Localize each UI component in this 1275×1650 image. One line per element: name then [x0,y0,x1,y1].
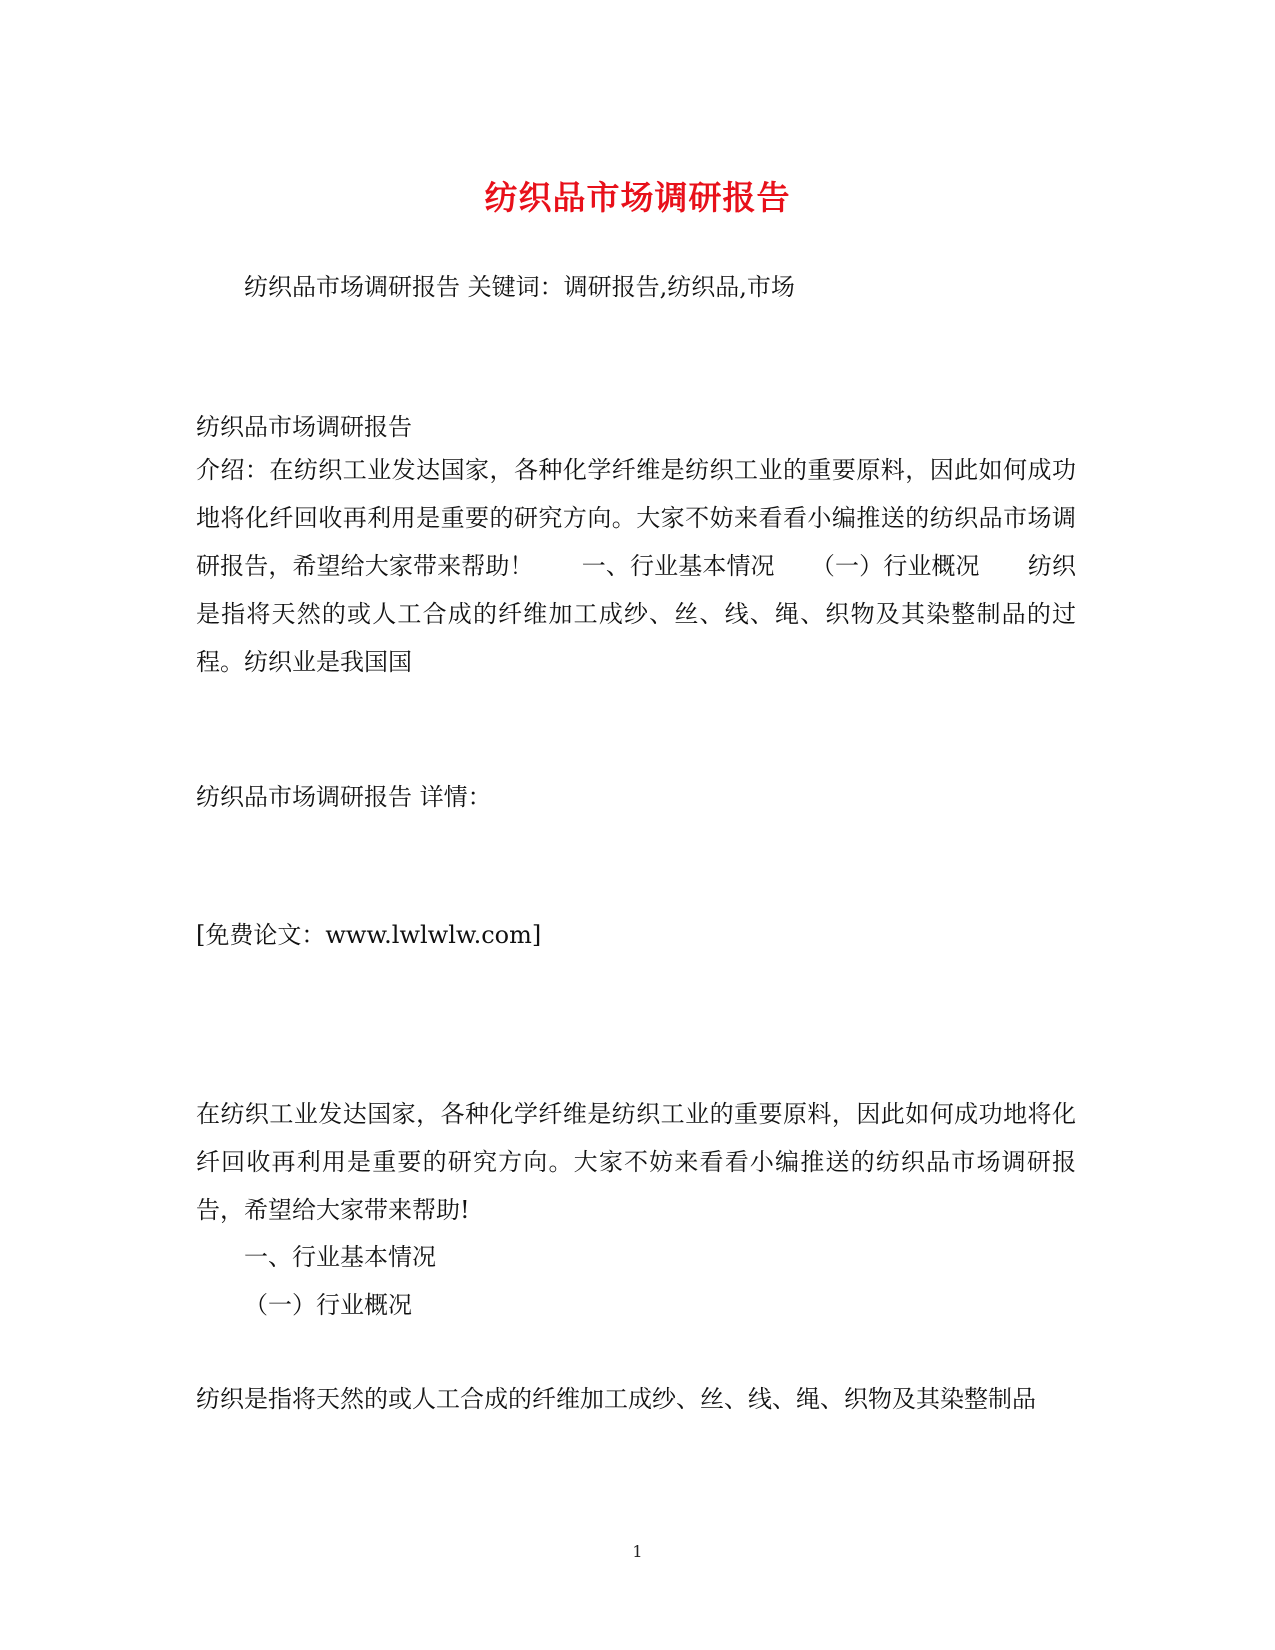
details-line: 纺织品市场调研报告 详情： [196,783,492,811]
section-heading: 一、行业基本情况 [244,1243,436,1271]
keywords-line: 纺织品市场调研报告 关键词：调研报告,纺织品,市场 [244,273,795,301]
body-paragraph: 在纺织工业发达国家，各种化学纤维是纺织工业的重要原料，因此如何成功地将化纤回收再利用是重要的研究方向。大家不妨来看看小编推送的纺织品市场调研报告，希望给大家带来帮助! [196,1100,1076,1224]
subsection-heading: （一）行业概况 [244,1291,412,1319]
document-title: 纺织品市场调研报告 [484,178,791,217]
summary-heading: 纺织品市场调研报告 [196,413,412,441]
last-paragraph: 纺织是指将天然的或人工合成的纤维加工成纱、丝、线、绳、织物及其染整制品 [196,1385,1036,1413]
page-number: 1 [632,1542,643,1561]
source-link-text: [免费论文：www.lwlwlw.com] [196,921,542,949]
summary-paragraph: 介绍：在纺织工业发达国家，各种化学纤维是纺织工业的重要原料，因此如何成功地将化纤回收再利用是重要的研究方向。大家不妨来看看小编推送的纺织品市场调研报告，希望给大家带来帮助！ 一、行业基本情况 （一）行业概况 纺织是指将天然的或人工合成的纤维加工成纱、丝、线、绳、织物及其染整制品的过程。纺织业是我国国 [196,456,1076,676]
